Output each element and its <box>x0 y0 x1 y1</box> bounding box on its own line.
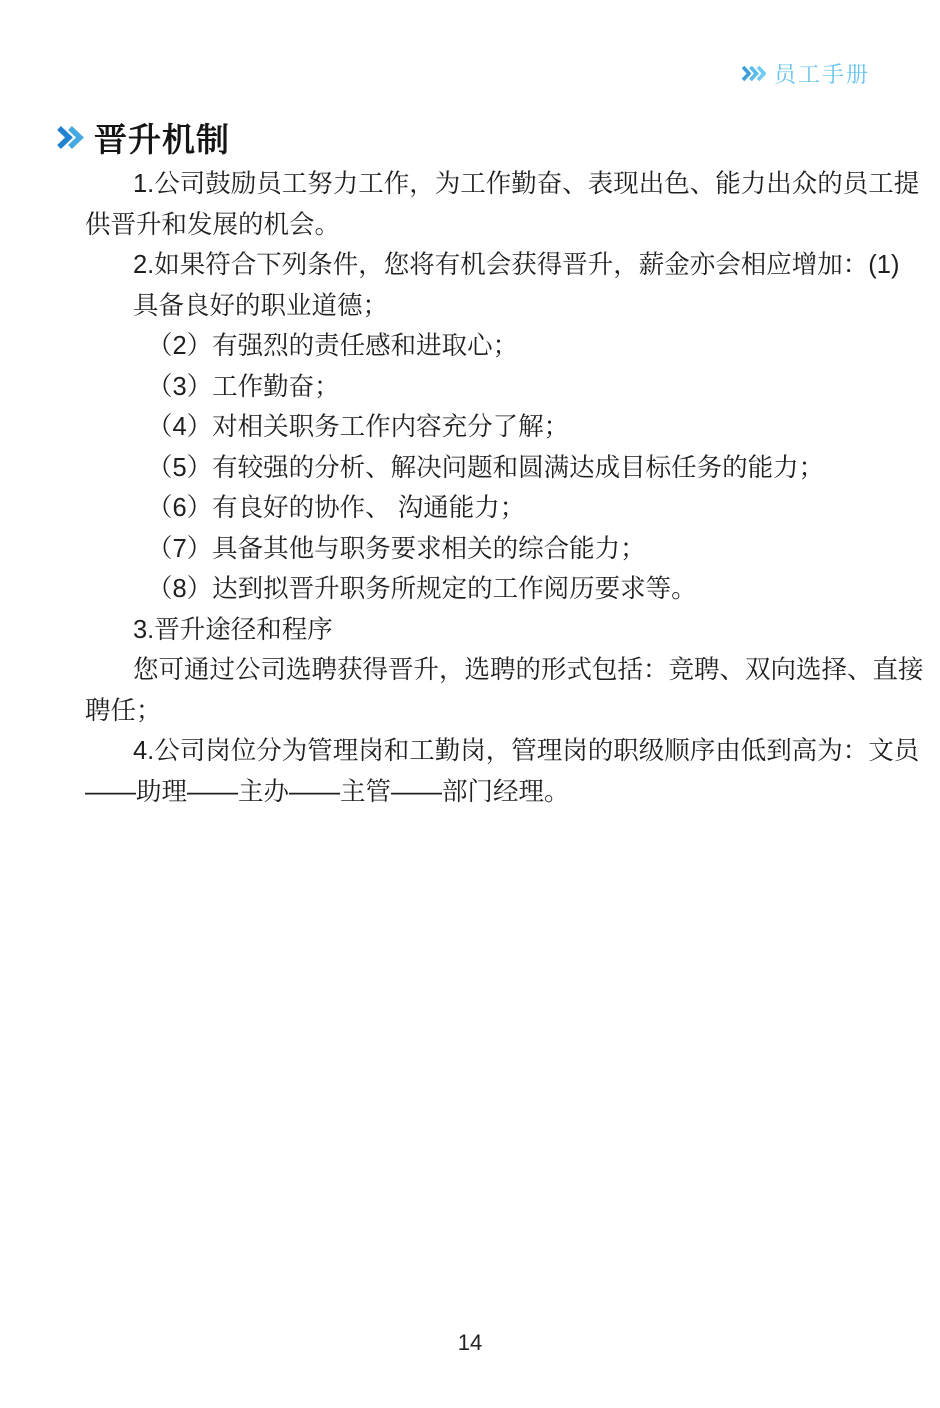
body-line: （7）具备其他与职务要求相关的综合能力； <box>147 534 646 563</box>
body-line: 您可通过公司选聘获得晋升，选聘的形式包括：竞聘、双向选择、直接 <box>133 656 924 684</box>
body-line: 4.公司岗位分为管理岗和工勤岗，管理岗的职级顺序由低到高为：文员 <box>133 737 920 765</box>
page-number: 14 <box>457 1330 483 1355</box>
body-line: 聘任； <box>85 696 162 725</box>
body-line: 1.公司鼓励员工努力工作，为工作勤奋、表现出色、能力出众的员工提 <box>133 170 920 198</box>
header-brand-label: 员工手册 <box>773 62 870 87</box>
body-line: 2.如果符合下列条件，您将有机会获得晋升，薪金亦会相应增加：(1) <box>133 251 900 279</box>
body-line: （4）对相关职务工作内容充分了解； <box>147 413 570 441</box>
body-line: （5）有较强的分析、解决问题和圆满达成目标任务的能力； <box>147 453 825 482</box>
triple-chevron-icon <box>741 65 768 82</box>
page-header <box>741 58 870 89</box>
section-title: 晋升机制 <box>94 121 230 158</box>
body-line: （2）有强烈的责任感和进取心； <box>147 332 519 360</box>
document-body <box>85 164 924 812</box>
body-line: （3）工作勤奋； <box>147 372 340 401</box>
body-line: 具备良好的职业道德； <box>133 291 389 320</box>
body-line: （6）有良好的协作、 沟通能力； <box>147 494 526 522</box>
double-chevron-icon <box>56 125 85 150</box>
body-line: 供晋升和发展的机会。 <box>85 210 341 239</box>
body-line: ——助理——主办——主管——部门经理。 <box>85 777 570 806</box>
body-line: 3.晋升途径和程序 <box>133 615 333 644</box>
section-title-row <box>56 114 230 161</box>
body-line: （8）达到拟晋升职务所规定的工作阅历要求等。 <box>147 575 697 603</box>
